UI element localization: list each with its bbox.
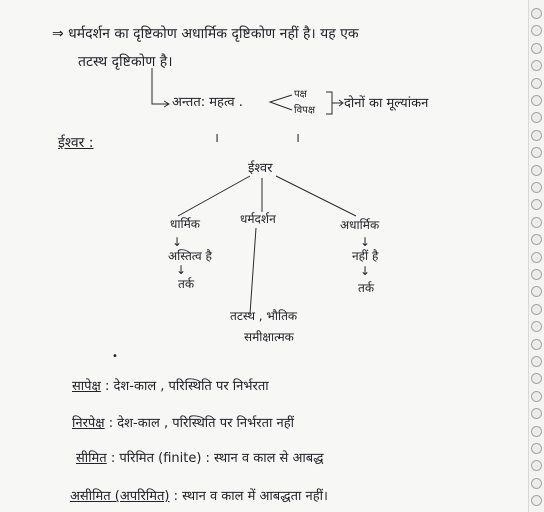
- binding-hole: [531, 43, 542, 54]
- branch-religious-existence: अस्तित्व है: [168, 249, 212, 263]
- down-arrow-icon: ↓: [176, 263, 187, 277]
- angle-bracket: [270, 95, 292, 110]
- binding-hole: [531, 234, 542, 245]
- branch-non-religious: अधार्मिक: [340, 218, 380, 232]
- binding-hole: [531, 112, 542, 123]
- binding-hole: [531, 217, 542, 228]
- text-line-1: ⇒ धर्मदर्शन का दृष्टिकोण अधार्मिक दृष्टिकोण नहीं है। यह एक: [52, 26, 359, 42]
- vipaksh-text: विपक्ष: [294, 105, 315, 116]
- tree-line-left: [178, 176, 250, 216]
- binding-hole: [531, 426, 542, 437]
- branch-religious-logic: तर्क: [178, 277, 195, 291]
- binding-hole: [531, 199, 542, 210]
- critical-text: समीक्षात्मक: [244, 330, 294, 344]
- definition-separator: :: [100, 379, 114, 394]
- definition-term: निरपेक्ष: [72, 416, 105, 431]
- binding-hole: [531, 78, 542, 89]
- binding-hole: [531, 165, 542, 176]
- dot-mark: •: [112, 351, 118, 362]
- definition-text: देश-काल , परिस्थिति पर निर्भरता: [113, 379, 269, 394]
- tree-line-right: [276, 176, 356, 216]
- section-heading-ishwar: ईश्वर :: [58, 135, 94, 151]
- definition-text: देश-काल , परिस्थिति पर निर्भरता नहीं: [117, 416, 294, 431]
- tick-mark: ।: [214, 131, 219, 146]
- definition-relative: [72, 380, 269, 393]
- evaluation-text: दोनों का मूल्यांकन: [344, 96, 429, 111]
- binding-hole: [531, 182, 542, 193]
- right-bracket: [326, 92, 332, 114]
- definition-separator: :: [169, 489, 183, 504]
- definition-term: असीमित (अपरिमित): [70, 489, 170, 504]
- binding-hole: [531, 252, 542, 263]
- binding-hole: [531, 339, 542, 350]
- tree-root-ishwar: ईश्वर: [248, 161, 273, 176]
- tick-mark: ।: [295, 131, 300, 146]
- binding-hole: [531, 60, 542, 71]
- definition-text: परिमित (finite) : स्थान व काल से आबद्ध: [119, 451, 324, 466]
- binding-hole: [531, 286, 542, 297]
- binding-hole: [531, 443, 542, 454]
- binding-hole: [531, 8, 542, 19]
- branch-non-religious-logic: तर्क: [358, 281, 375, 295]
- binding-hole: [531, 130, 542, 141]
- binding-hole: [531, 25, 542, 36]
- binding-hole: [531, 408, 542, 419]
- branch-non-religious-not-exist: नहीं है: [352, 249, 379, 263]
- binding-hole: [531, 321, 542, 332]
- down-arrow-icon: ↓: [360, 264, 371, 278]
- binding-hole: [531, 95, 542, 106]
- neutral-physical-text: तटस्थ , भौतिक: [230, 309, 298, 323]
- branch-philosophy-of-religion: धर्मदर्शन: [240, 212, 276, 226]
- binding-hole: [531, 356, 542, 367]
- definition-text: स्थान व काल में आबद्धता नहीं।: [182, 489, 328, 504]
- definition-separator: :: [106, 451, 120, 466]
- binding-hole: [531, 391, 542, 402]
- binding-hole: [531, 495, 542, 506]
- down-arrow-icon: ↓: [360, 235, 371, 249]
- binding-hole: [531, 478, 542, 489]
- binding-hole: [531, 460, 542, 471]
- definition-separator: :: [104, 416, 118, 431]
- down-arrow-icon: ↓: [172, 235, 183, 249]
- binding-hole: [531, 147, 542, 158]
- binding-hole: [531, 269, 542, 280]
- binding-hole: [531, 304, 542, 315]
- spiral-binding: [531, 0, 544, 512]
- definition-term: सीमित: [76, 451, 107, 466]
- l-connector: [152, 68, 168, 104]
- paksh-text: पक्ष: [294, 89, 307, 100]
- definition-limited: [76, 452, 324, 465]
- text-line-2: तटस्थ दृष्टिकोण है।: [78, 54, 173, 70]
- definition-term: सापेक्ष: [72, 379, 101, 394]
- definition-absolute: [72, 417, 294, 430]
- definition-unlimited: [70, 490, 328, 503]
- branch-religious: धार्मिक: [170, 217, 200, 231]
- binding-hole: [531, 373, 542, 384]
- ultimately-importance-text: अन्तत: महत्व .: [172, 95, 243, 110]
- tree-line-down: [250, 228, 256, 314]
